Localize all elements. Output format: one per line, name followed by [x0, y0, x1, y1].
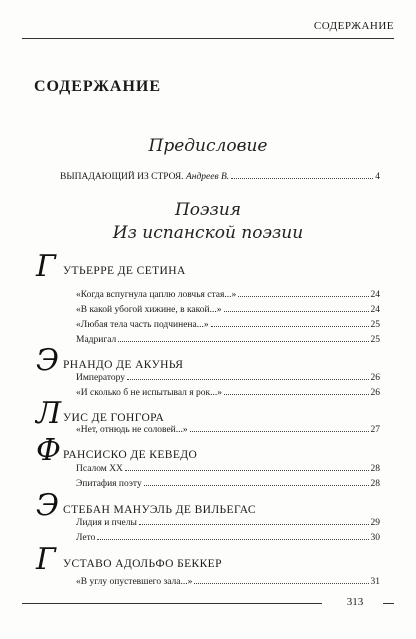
toc-entry — [76, 335, 380, 345]
entry-page: 27 — [370, 425, 380, 435]
entry-title: Мадригал — [76, 335, 117, 345]
leader-dots — [224, 394, 369, 395]
poetry-heading: Поэзия — [174, 200, 242, 220]
leader-dots — [238, 296, 368, 297]
entry-page: 29 — [370, 518, 380, 528]
author-name: СТЕБАН МАНУЭЛЬ ДЕ ВИЛЬЕГАС — [63, 504, 256, 516]
author-name: УИС ДЕ ГОНГОРА — [63, 412, 165, 424]
preface-entry — [60, 172, 380, 182]
author-name: УТЬЕРРЕ ДЕ СЕТИНА — [63, 265, 186, 277]
author-heading — [36, 542, 222, 577]
leader-dots — [125, 470, 369, 471]
toc-entry — [76, 305, 380, 315]
entry-title: Эпитафия поэту — [76, 479, 142, 489]
toc-entry — [76, 290, 380, 300]
drop-initial: Л — [36, 396, 62, 431]
drop-initial: Г — [36, 542, 56, 577]
leader-dots — [97, 539, 368, 540]
entry-page: 28 — [370, 464, 380, 474]
leader-dots — [127, 379, 368, 380]
leader-dots — [190, 431, 369, 432]
toc-entry — [76, 533, 380, 543]
toc-entry — [76, 464, 380, 474]
entry-page: 25 — [370, 320, 380, 330]
page-title: СОДЕРЖАНИЕ — [34, 78, 162, 95]
entry-page: 26 — [370, 373, 380, 383]
toc-entry — [76, 388, 380, 398]
footer-rule — [22, 603, 322, 604]
leader-dots — [211, 326, 369, 327]
entry-page: 26 — [370, 388, 380, 398]
entry-title: Лето — [76, 533, 96, 543]
footer-rule-end — [383, 603, 394, 604]
entry-author: Андреев В. — [185, 172, 230, 182]
entry-title: Императору — [76, 373, 126, 383]
entry-title: Псалом XX — [76, 464, 123, 474]
author-heading — [36, 249, 186, 284]
author-name: РАНСИСКО ДЕ КЕВЕДО — [63, 449, 198, 461]
entry-page: 25 — [370, 335, 380, 345]
running-head: СОДЕРЖАНИЕ — [313, 20, 394, 32]
preface-heading: Предисловие — [148, 136, 268, 156]
leader-dots — [144, 485, 369, 486]
entry-page: 28 — [370, 479, 380, 489]
page-number: 313 — [346, 596, 364, 608]
entry-title: «В углу опустевшего зала...» — [76, 577, 193, 587]
entry-title: «Любая тела часть подчинена...» — [76, 320, 209, 330]
entry-title: «И сколько б не испытывал я рок...» — [76, 388, 222, 398]
toc-entry — [76, 320, 380, 330]
leader-dots — [224, 311, 369, 312]
drop-initial: Э — [36, 343, 59, 378]
author-heading — [36, 433, 198, 468]
header-rule — [22, 38, 394, 39]
author-name: УСТАВО АДОЛЬФО БЕККЕР — [63, 558, 222, 570]
toc-entry — [76, 518, 380, 528]
poetry-subheading: Из испанской поэзии — [112, 223, 304, 243]
entry-title: Лидия и пчелы — [76, 518, 137, 528]
toc-entry — [76, 425, 380, 435]
entry-title: ВЫПАДАЮЩИЙ ИЗ СТРОЯ. — [60, 172, 184, 182]
leader-dots — [194, 583, 368, 584]
drop-initial: Ф — [36, 433, 61, 468]
entry-page: 30 — [370, 533, 380, 543]
drop-initial: Э — [36, 488, 59, 523]
leader-dots — [231, 178, 373, 179]
toc-entry — [76, 577, 380, 587]
toc-entry — [76, 479, 380, 489]
entry-page: 4 — [375, 172, 380, 182]
author-name: РНАНДО ДЕ АКУНЬЯ — [63, 359, 184, 371]
entry-page: 31 — [370, 577, 380, 587]
toc-entry — [76, 373, 380, 383]
leader-dots — [139, 524, 369, 525]
leader-dots — [118, 341, 368, 342]
entry-title: «Нет, отнюдь не соловей...» — [76, 425, 188, 435]
entry-title: «Когда вспугнула цаплю ловчья стая...» — [76, 290, 237, 300]
drop-initial: Г — [36, 249, 56, 284]
entry-title: «В какой убогой хижине, в какой...» — [76, 305, 222, 315]
entry-page: 24 — [370, 290, 380, 300]
entry-page: 24 — [370, 305, 380, 315]
